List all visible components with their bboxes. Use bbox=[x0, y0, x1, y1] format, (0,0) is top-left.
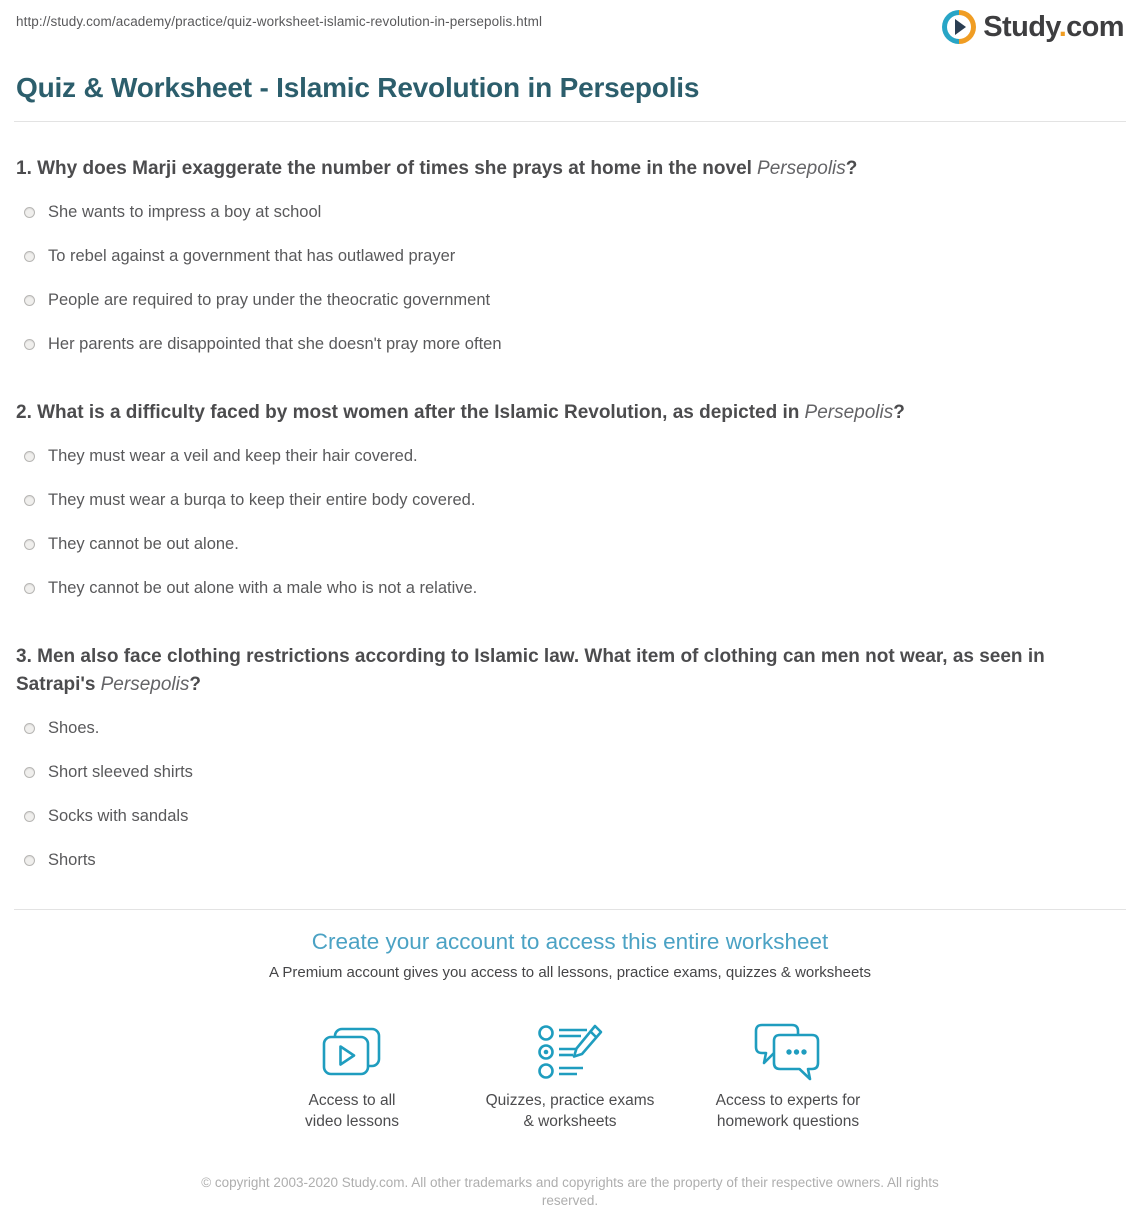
question-2-italic: Persepolis bbox=[804, 402, 894, 423]
question-2-prompt bbox=[16, 399, 1124, 427]
features-row bbox=[0, 1017, 1140, 1132]
radio-button-icon[interactable] bbox=[24, 767, 35, 778]
feature-experts-line1: Access to experts for bbox=[715, 1092, 861, 1109]
q2-option-a-label: They must wear a veil and keep their hair covered. bbox=[48, 446, 418, 465]
question-2-options bbox=[16, 434, 1124, 610]
logo-dot: . bbox=[1058, 11, 1067, 43]
q3-option-a[interactable] bbox=[16, 706, 1124, 750]
q3-option-d[interactable] bbox=[16, 838, 1124, 882]
cta-divider bbox=[14, 909, 1126, 910]
studycom-logo[interactable] bbox=[942, 10, 1124, 44]
question-3-options bbox=[16, 706, 1124, 882]
feature-video-line1: Access to all bbox=[308, 1092, 396, 1109]
q3-option-c[interactable] bbox=[16, 794, 1124, 838]
question-3-prompt bbox=[16, 643, 1124, 699]
feature-experts-caption bbox=[679, 1090, 897, 1132]
question-1-italic: Persepolis bbox=[757, 158, 846, 179]
logo-study: Study bbox=[983, 11, 1059, 43]
q3-option-b-label: Short sleeved shirts bbox=[48, 762, 193, 781]
radio-button-icon[interactable] bbox=[24, 295, 35, 306]
title-divider bbox=[14, 121, 1126, 122]
q1-option-d-label: Her parents are disappointed that she doesn't pray more often bbox=[48, 334, 502, 353]
cta-heading[interactable]: Create your account to access this entire worksheet bbox=[311, 929, 829, 954]
radio-button-icon[interactable] bbox=[24, 207, 35, 218]
logo-text bbox=[983, 10, 1124, 44]
quizzes-worksheets-icon bbox=[461, 1017, 679, 1081]
q1-option-c[interactable] bbox=[16, 278, 1124, 322]
q2-option-d[interactable] bbox=[16, 566, 1124, 610]
q3-option-d-label: Shorts bbox=[48, 850, 96, 869]
q1-option-b-label: To rebel against a government that has outlawed prayer bbox=[48, 246, 456, 265]
q2-option-c-label: They cannot be out alone. bbox=[48, 534, 239, 553]
radio-button-icon[interactable] bbox=[24, 251, 35, 262]
question-2 bbox=[16, 399, 1124, 610]
feature-quizzes-line1: Quizzes, practice exams bbox=[485, 1092, 655, 1109]
question-3-text: 3. Men also face clothing restrictions according to Islamic law. What item of clothing can men not wear, as seen in Satrapi's bbox=[16, 646, 1045, 695]
q2-option-b-label: They must wear a burqa to keep their entire body covered. bbox=[48, 490, 476, 509]
q1-option-d[interactable] bbox=[16, 322, 1124, 366]
logo-com: com bbox=[1066, 11, 1124, 43]
page-title: Quiz & Worksheet - Islamic Revolution in Persepolis bbox=[16, 72, 700, 103]
feature-video-lessons bbox=[243, 1017, 461, 1132]
q3-option-c-label: Socks with sandals bbox=[48, 806, 189, 825]
radio-button-icon[interactable] bbox=[24, 811, 35, 822]
experts-chat-icon bbox=[679, 1017, 897, 1081]
feature-quizzes-line2: & worksheets bbox=[523, 1113, 617, 1130]
q2-option-a[interactable] bbox=[16, 434, 1124, 478]
cta-section bbox=[0, 929, 1140, 981]
q3-option-b[interactable] bbox=[16, 750, 1124, 794]
q1-option-a[interactable] bbox=[16, 190, 1124, 234]
quiz-questions bbox=[0, 155, 1140, 882]
copyright-notice: © copyright 2003-2020 Study.com. All other trademarks and copyrights are the property of their respective owners. All rights reserved. bbox=[201, 1175, 939, 1208]
feature-quizzes-worksheets bbox=[461, 1017, 679, 1132]
q2-option-d-label: They cannot be out alone with a male who is not a relative. bbox=[48, 578, 478, 597]
radio-button-icon[interactable] bbox=[24, 723, 35, 734]
question-3-suffix: ? bbox=[189, 674, 201, 695]
q2-option-b[interactable] bbox=[16, 478, 1124, 522]
q1-option-b[interactable] bbox=[16, 234, 1124, 278]
radio-button-icon[interactable] bbox=[24, 495, 35, 506]
q2-option-c[interactable] bbox=[16, 522, 1124, 566]
feature-expert-help bbox=[679, 1017, 897, 1132]
radio-button-icon[interactable] bbox=[24, 539, 35, 550]
radio-button-icon[interactable] bbox=[24, 855, 35, 866]
question-1-suffix: ? bbox=[845, 158, 858, 179]
page-url: http://study.com/academy/practice/quiz-worksheet-islamic-revolution-in-persepolis.html bbox=[16, 14, 543, 29]
radio-button-icon[interactable] bbox=[24, 583, 35, 594]
top-bar bbox=[0, 0, 1140, 44]
feature-quizzes-caption bbox=[461, 1090, 679, 1132]
play-circle-icon bbox=[942, 10, 976, 44]
feature-experts-line2: homework questions bbox=[716, 1113, 860, 1130]
question-1-text: 1. Why does Marji exaggerate the number of times she prays at home in the novel bbox=[16, 158, 752, 179]
question-1-prompt bbox=[16, 155, 1124, 183]
feature-video-caption bbox=[243, 1090, 461, 1132]
video-lessons-icon bbox=[243, 1017, 461, 1081]
question-3 bbox=[16, 643, 1124, 882]
cta-subtitle: A Premium account gives you access to all lessons, practice exams, quizzes & worksheets bbox=[269, 964, 871, 981]
q3-option-a-label: Shoes. bbox=[48, 718, 100, 737]
radio-button-icon[interactable] bbox=[24, 451, 35, 462]
question-2-text: 2. What is a difficulty faced by most women after the Islamic Revolution, as depicted in bbox=[16, 402, 800, 423]
q1-option-c-label: People are required to pray under the theocratic government bbox=[48, 290, 491, 309]
q1-option-a-label: She wants to impress a boy at school bbox=[48, 202, 322, 221]
question-1 bbox=[16, 155, 1124, 366]
question-3-italic: Persepolis bbox=[100, 674, 190, 695]
question-2-suffix: ? bbox=[893, 402, 905, 423]
feature-video-line2: video lessons bbox=[305, 1113, 399, 1130]
question-1-options bbox=[16, 190, 1124, 366]
radio-button-icon[interactable] bbox=[24, 339, 35, 350]
